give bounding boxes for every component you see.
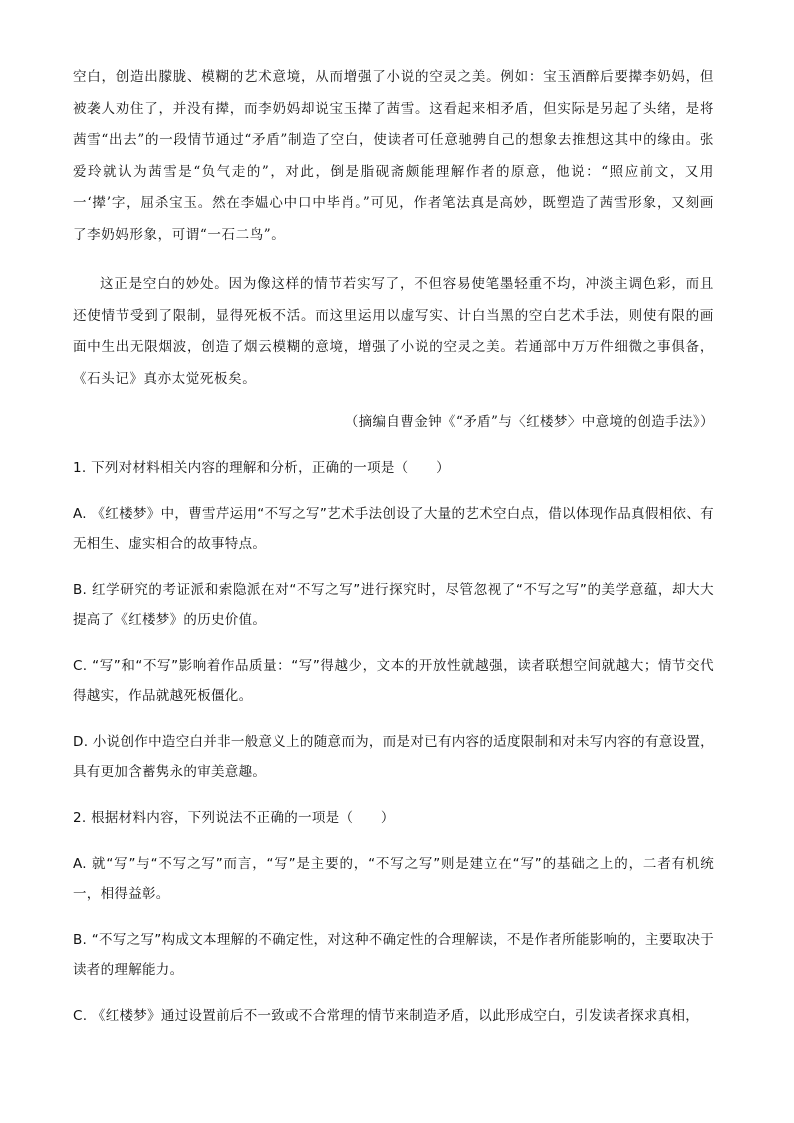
reading-passage <box>73 62 714 435</box>
question-2 <box>73 803 714 1031</box>
question-2-stem: 2. 根据材料内容，下列说法不正确的一项是（ ） <box>73 810 395 826</box>
question-1-stem: 1. 下列对材料相关内容的理解和分析，正确的一项是（ ） <box>73 460 450 476</box>
question-2-option-a: A. 就“写”与“不写之写”而言，“写”是主要的，“不写之写”则是建立在“写”的基础之上的，二者有机统一，相得益彰。 <box>73 856 714 902</box>
question-2-option-b: B. “不写之写”构成文本理解的不确定性，对这种不确定性的合理解读，不是作者所能影响的，主要取决于读者的理解能力。 <box>73 932 714 978</box>
question-1-option-c: C. “写”和“不写”影响着作品质量：“写”得越少，文本的开放性就越强，读者联想空间就越大；情节交代得越实，作品就越死板僵化。 <box>73 658 714 704</box>
source-citation: （摘编自曹金钟《“矛盾”与〈红楼梦〉中意境的创造手法》） <box>344 414 714 430</box>
passage-paragraph-1: 空白，创造出朦胧、模糊的艺术意境，从而增强了小说的空灵之美。例如：宝玉酒醉后要撵李奶妈，但被袭人劝住了，并没有撵，而李奶妈却说宝玉撵了茜雪。这看起来相矛盾，但实际是另起了头绪，是将茜雪“出去”的一段情节通过“矛盾”制造了空白，使读者可任意驰骋自己的想象去推想这其中的缘由。张爱玲就认为茜雪是“负气走的”，对此，倒是脂砚斋颇能理解作者的原意，他说：“照应前文，又用一‘撵’字，屈杀宝玉。然在李媪心中口中毕肖。”可见，作者笔法真是高妙，既塑造了茜雪形象，又刻画了李奶妈形象，可谓“一石二鸟”。 <box>73 69 714 243</box>
question-1-option-b: B. 红学研究的考证派和索隐派在对“不写之写”进行探究时，尽管忽视了“不写之写”的美学意蕴，却大大提高了《红楼梦》的历史价值。 <box>73 582 714 628</box>
question-1-option-a: A. 《红楼梦》中，曹雪芹运用“不写之写”艺术手法创设了大量的艺术空白点，借以体现作品真假相依、有无相生、虚实相合的故事特点。 <box>73 506 714 552</box>
question-2-option-c: C. 《红楼梦》通过设置前后不一致或不合常理的情节来制造矛盾，以此形成空白，引发读者探求真相， <box>73 1008 700 1024</box>
passage-paragraph-2: 这正是空白的妙处。因为像这样的情节若实写了，不但容易使笔墨轻重不均，冲淡主调色彩，而且还使情节受到了限制，显得死板不活。而这里运用以虚写实、计白当黑的空白艺术手法，则使有限的画面中生出无限烟波，创造了烟云模糊的意境，增强了小说的空灵之美。若通部中万万件细微之事俱备，《石头记》真亦太觉死板矣。 <box>73 276 714 387</box>
question-1 <box>73 453 714 787</box>
question-1-option-d: D. 小说创作中造空白并非一般意义上的随意而为，而是对已有内容的适度限制和对未写内容的有意设置，具有更加含蓄隽永的审美意趣。 <box>73 734 714 780</box>
